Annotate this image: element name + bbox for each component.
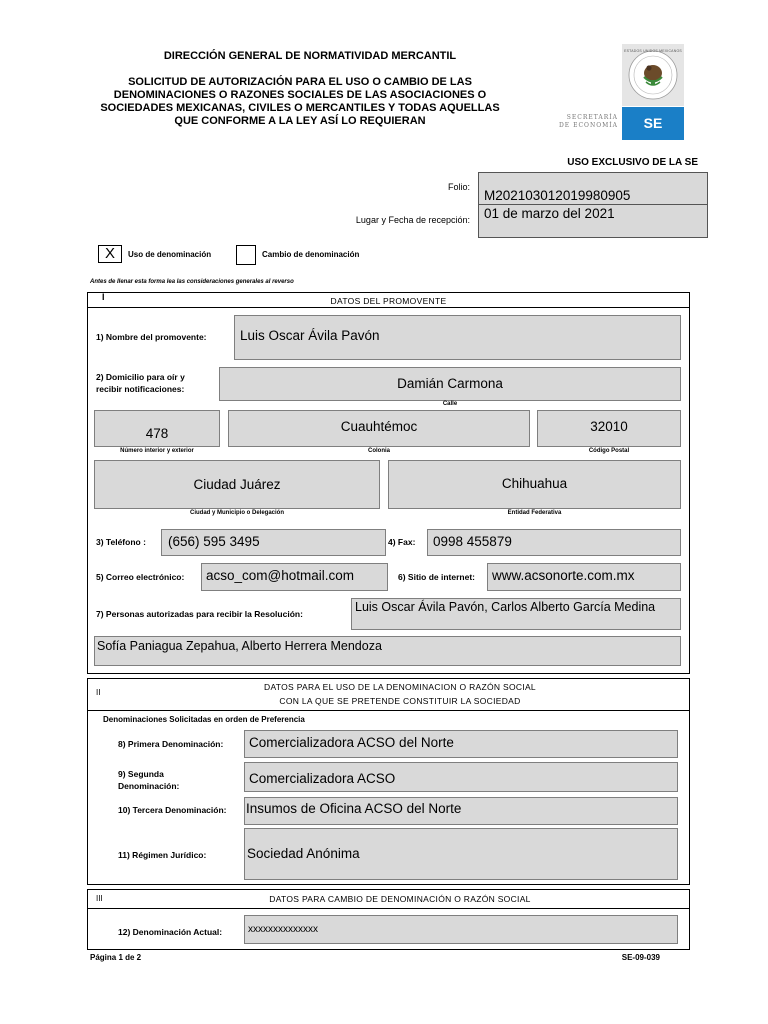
promoter-name-label: 1) Nombre del promovente: bbox=[96, 332, 207, 342]
city-field[interactable]: Ciudad Juárez bbox=[94, 460, 380, 509]
form-title-line: QUE CONFORME A LA LEY ASÍ LO REQUIERAN bbox=[174, 115, 426, 127]
fax-field[interactable]: 0998 455879 bbox=[427, 529, 681, 556]
seal-caption: ESTADOS UNIDOS MEXICANOS bbox=[624, 49, 682, 53]
change-denomination-label: Cambio de denominación bbox=[262, 250, 360, 259]
instruction-note: Antes de llenar esta forma lea las consideraciones generales al reverso bbox=[90, 279, 294, 285]
page-number: Página 1 de 2 bbox=[90, 953, 142, 962]
legal-regime-field[interactable]: Sociedad Anónima bbox=[244, 828, 678, 880]
first-denomination-field[interactable]: Comercializadora ACSO del Norte bbox=[244, 730, 678, 758]
section-2-number: II bbox=[96, 688, 101, 697]
use-denomination-label: Uso de denominación bbox=[128, 250, 212, 259]
folio-divider bbox=[478, 204, 708, 205]
form-title bbox=[80, 76, 520, 128]
folio-label: Folio: bbox=[447, 182, 470, 192]
authorized-persons-field-2[interactable]: Sofía Paniagua Zepahua, Alberto Herrera Mendoza bbox=[94, 636, 681, 666]
form-title-line: DENOMINACIONES O RAZONES SOCIALES DE LAS ASOCIACIONES O bbox=[113, 89, 487, 101]
third-denomination-label: 10) Tercera Denominación: bbox=[118, 805, 227, 815]
promoter-name-field[interactable]: Luis Oscar Ávila Pavón bbox=[234, 315, 681, 360]
colonia-caption: Colonia bbox=[368, 448, 390, 454]
number-caption: Número interior y exterior bbox=[120, 448, 194, 454]
authorized-persons-label: 7) Personas autorizadas para recibir la Resolución: bbox=[96, 609, 303, 619]
section-1-number: I bbox=[102, 292, 105, 302]
second-denomination-label: 9) Segunda bbox=[118, 769, 164, 779]
section-1-title: DATOS DEL PROMOVENTE bbox=[330, 296, 447, 306]
section-2-subtitle: Denominaciones Solicitadas en orden de Preferencia bbox=[103, 715, 305, 724]
state-field[interactable]: Chihuahua bbox=[388, 460, 681, 509]
agency-title: DIRECCIÓN GENERAL DE NORMATIVIDAD MERCANTIL bbox=[163, 50, 457, 62]
address-label: recibir notificaciones: bbox=[96, 384, 185, 394]
number-field[interactable]: 478 bbox=[94, 410, 220, 447]
current-denomination-field[interactable]: xxxxxxxxxxxxxx bbox=[244, 915, 678, 944]
office-use-title: USO EXCLUSIVO DE LA SE bbox=[567, 157, 698, 168]
legal-regime-label: 11) Régimen Jurídico: bbox=[118, 850, 207, 860]
street-caption: Calle bbox=[442, 401, 458, 407]
se-badge: SE bbox=[622, 107, 684, 140]
national-seal-icon bbox=[622, 44, 684, 106]
zip-field[interactable]: 32010 bbox=[537, 410, 681, 447]
phone-field[interactable]: (656) 595 3495 bbox=[161, 529, 386, 556]
logo-caption: SECRETARÍA bbox=[566, 114, 618, 121]
website-label: 6) Sitio de internet: bbox=[398, 572, 475, 582]
section-2-title: CON LA QUE SE PRETENDE CONSTITUIR LA SOCIEDAD bbox=[279, 696, 521, 706]
section-3-title: DATOS PARA CAMBIO DE DENOMINACIÓN O RAZÓN SOCIAL bbox=[269, 894, 531, 904]
section-3-number: III bbox=[96, 894, 103, 903]
street-field[interactable]: Damián Carmona bbox=[219, 367, 681, 401]
city-caption: Ciudad y Municipio o Delegación bbox=[189, 510, 284, 516]
folio-value: M202103012019980905 bbox=[484, 188, 631, 203]
zip-caption: Código Postal bbox=[588, 448, 630, 454]
check-mark: X bbox=[104, 245, 115, 262]
third-denomination-field[interactable]: Insumos de Oficina ACSO del Norte bbox=[244, 797, 678, 825]
authorized-persons-field[interactable]: Luis Oscar Ávila Pavón, Carlos Alberto García Medina bbox=[351, 598, 681, 630]
first-denomination-label: 8) Primera Denominación: bbox=[118, 739, 224, 749]
change-denomination-checkbox[interactable] bbox=[236, 245, 256, 265]
form-code: SE-09-039 bbox=[621, 953, 660, 962]
email-label: 5) Correo electrónico: bbox=[96, 572, 185, 582]
reception-label: Lugar y Fecha de recepción: bbox=[355, 215, 470, 225]
state-caption: Entidad Federativa bbox=[507, 510, 562, 516]
address-label: 2) Domicilio para oír y bbox=[96, 372, 185, 382]
form-title-line: SOLICITUD DE AUTORIZACIÓN PARA EL USO O CAMBIO DE LAS bbox=[128, 76, 472, 88]
fax-label: 4) Fax: bbox=[388, 537, 416, 547]
second-denomination-label: Denominación: bbox=[118, 781, 180, 791]
phone-label: 3) Teléfono : bbox=[96, 537, 146, 547]
email-field[interactable]: acso_com@hotmail.com bbox=[201, 563, 388, 591]
second-denomination-field[interactable]: Comercializadora ACSO bbox=[244, 762, 678, 792]
use-denomination-checkbox[interactable] bbox=[98, 245, 122, 263]
current-denomination-label: 12) Denominación Actual: bbox=[118, 927, 223, 937]
form-title-line: SOCIEDADES MEXICANAS, CIVILES O MERCANTILES Y TODAS AQUELLAS bbox=[100, 102, 500, 114]
website-field[interactable]: www.acsonorte.com.mx bbox=[487, 563, 681, 591]
reception-value: 01 de marzo del 2021 bbox=[484, 206, 615, 221]
logo-caption: DE ECONOMÍA bbox=[558, 122, 618, 129]
se-logo bbox=[556, 44, 688, 140]
section-2-title: DATOS PARA EL USO DE LA DENOMINACION O RAZÓN SOCIAL bbox=[264, 682, 536, 692]
colonia-field[interactable]: Cuauhtémoc bbox=[228, 410, 530, 447]
office-use-box bbox=[478, 172, 708, 238]
